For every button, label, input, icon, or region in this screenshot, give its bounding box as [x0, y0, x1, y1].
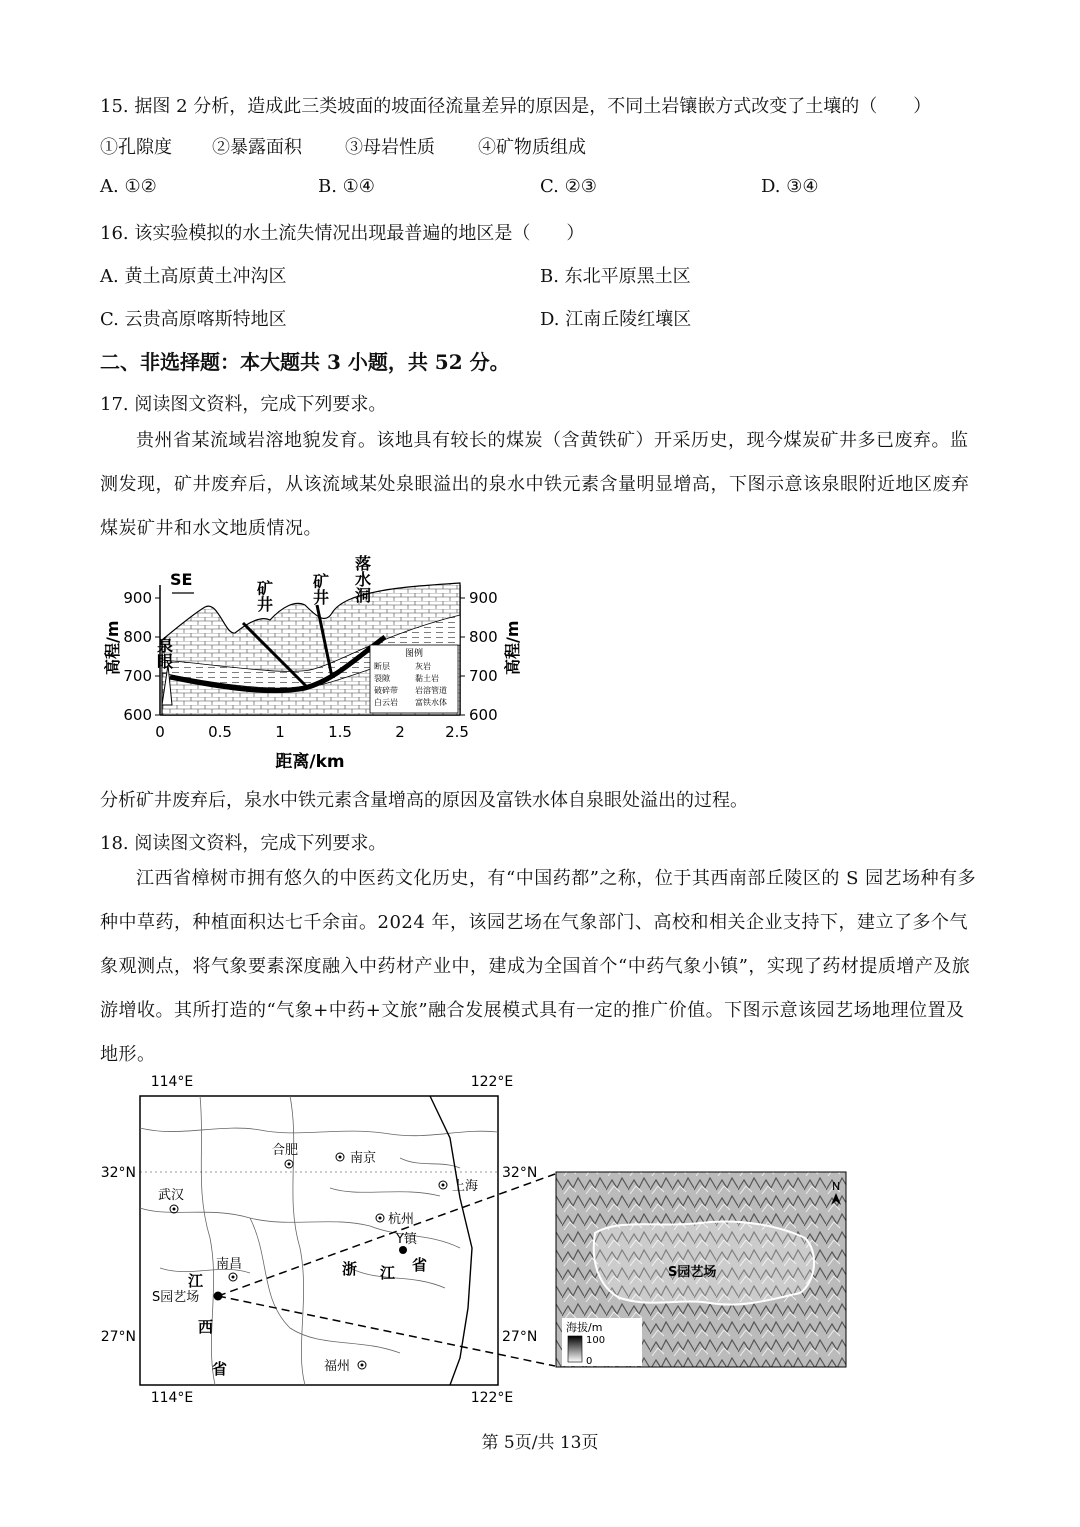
x-tick-1: 1 [275, 723, 285, 741]
q16-option-b: B. 东北平原黑土区 [540, 266, 691, 287]
city-nanjing: 南京 [350, 1151, 377, 1166]
legend-iron-rich-water: 富铁水体 [415, 698, 447, 707]
q17-cross-section-figure [100, 545, 530, 775]
lon-top-left: 114°E [150, 1074, 194, 1090]
mine-label-2: 矿井 [310, 573, 330, 605]
s-farm-label: S园艺场 [152, 1290, 200, 1305]
q17-paragraph: 贵州省某流域岩溶地貌发育。该地具有较长的煤炭（含黄铁矿）开采历史，现今煤炭矿井多已废弃。监测发现，矿井废弃后，从该流域某处泉眼溢出的泉水中铁元素含量明显增高，下图示意该泉眼附近地区废弃煤炭矿井和水文地质情况。 [100, 430, 970, 539]
y-tick-800-right: 800 [469, 628, 498, 646]
lon-top-right: 122°E [470, 1074, 514, 1090]
legend-claystone: 黏土岩 [415, 674, 439, 683]
inset-s-farm-label: S园艺场 [668, 1265, 717, 1280]
q17-stem: 17. 阅读图文资料，完成下列要求。 [100, 394, 387, 415]
lon-bottom-left: 114°E [150, 1390, 194, 1406]
q18-paragraph: 江西省樟树市拥有悠久的中医药文化历史，有“中国药都”之称，位于其西南部丘陵区的 S 园艺场种有多种中草药，种植面积达七千余亩。2024 年，该园艺场在气象部门、高校和相关企业支持下，建立了多个气象观测点，将气象要素深度融入中药材产业中，建成为全国首个“中药气象小镇”，实现了药材提质增产及旅游增收。其所打造的“气象+中药+文旅”融合发展模式具有一定的推广价值。下图示意该园艺场地理位置及地形。 [100, 868, 977, 1065]
q15-option-d: D. ③④ [761, 176, 819, 197]
y-tick-600-left: 600 [123, 706, 152, 724]
q15-option-a: A. ①② [100, 176, 157, 197]
legend-dolomite: 白云岩 [374, 698, 398, 707]
y-tick-800-left: 800 [123, 628, 152, 646]
north-arrow-label: N [832, 1180, 841, 1193]
town-y: Y镇 [396, 1232, 417, 1247]
lat-32-left: 32°N [100, 1165, 136, 1181]
spring-label: 泉眼 [154, 637, 174, 669]
q15-stem: 15. 据图 2 分析，造成此三类坡面的坡面径流量差异的原因是，不同土岩镶嵌方式改变了土壤的（ ） [100, 96, 932, 117]
q15-factor-1: ①孔隙度 [100, 137, 172, 158]
lat-32-right: 32°N [502, 1165, 538, 1181]
province-xi: 西 [198, 1318, 214, 1336]
q16-option-a: A. 黄土高原黄土冲沟区 [100, 266, 287, 287]
x-tick-1.5: 1.5 [328, 723, 352, 741]
city-hangzhou: 杭州 [388, 1212, 415, 1227]
legend-limestone: 灰岩 [415, 662, 431, 671]
elevation-min: 0 [586, 1356, 593, 1367]
q15-factor-4: ④矿物质组成 [478, 137, 586, 158]
x-tick-2: 2 [395, 723, 405, 741]
city-fuzhou: 福州 [324, 1359, 351, 1374]
province-jiang: 江 [188, 1272, 204, 1290]
x-tick-0.5: 0.5 [208, 723, 232, 741]
q16-option-c: C. 云贵高原喀斯特地区 [100, 309, 287, 330]
elevation-max: 100 [586, 1335, 606, 1346]
province-sheng-2: 省 [412, 1256, 428, 1274]
q15-option-b: B. ①④ [318, 176, 375, 197]
province-sheng: 省 [212, 1360, 228, 1378]
x-tick-2.5: 2.5 [445, 723, 469, 741]
y-axis-label-left: 高程/m [103, 620, 122, 675]
y-tick-900-left: 900 [123, 589, 152, 607]
sinkhole-label: 落水洞 [352, 555, 372, 603]
lat-27-left: 27°N [100, 1329, 136, 1345]
province-zhe: 浙 [342, 1260, 358, 1278]
q15-factor-3: ③母岩性质 [345, 137, 435, 158]
page-footer: 第 5页/共 13页 [481, 1433, 599, 1453]
city-wuhan: 武汉 [158, 1188, 185, 1203]
city-shanghai: 上海 [452, 1179, 479, 1194]
city-hefei: 合肥 [272, 1143, 299, 1158]
q18-location-map [100, 1068, 860, 1408]
legend-karst-conduit: 岩溶管道 [415, 686, 447, 695]
y-tick-600-right: 600 [469, 706, 498, 724]
lon-bottom-right: 122°E [470, 1390, 514, 1406]
q16-stem: 16. 该实验模拟的水土流失情况出现最普遍的地区是（ ） [100, 223, 585, 244]
legend-fissure: 裂隙 [374, 674, 390, 683]
legend-fracture-zone: 破碎带 [374, 686, 398, 695]
q15-factor-2: ②暴露面积 [212, 137, 302, 158]
x-axis-label: 距离/km [275, 752, 345, 772]
elevation-legend-label: 海拔/m [566, 1321, 603, 1334]
direction-label: SE [170, 570, 193, 589]
y-tick-900-right: 900 [469, 589, 498, 607]
x-tick-0: 0 [155, 723, 165, 741]
lat-27-right: 27°N [502, 1329, 538, 1345]
y-axis-label-right: 高程/m [503, 620, 522, 675]
q17-question: 分析矿井废弃后，泉水中铁元素含量增高的原因及富铁水体自泉眼处溢出的过程。 [100, 790, 748, 811]
q16-option-d: D. 江南丘陵红壤区 [540, 309, 692, 330]
y-tick-700-left: 700 [123, 667, 152, 685]
section-2-heading: 二、非选择题：本大题共 3 小题，共 52 分。 [100, 350, 510, 374]
legend-title: 图例 [405, 649, 424, 659]
province-jiang-2: 江 [380, 1264, 396, 1282]
city-nanchang: 南昌 [216, 1257, 243, 1272]
mine-label-1: 矿井 [254, 580, 274, 612]
q18-stem: 18. 阅读图文资料，完成下列要求。 [100, 833, 387, 854]
y-tick-700-right: 700 [469, 667, 498, 685]
legend-fault: 断层 [374, 662, 390, 671]
q15-option-c: C. ②③ [540, 176, 597, 197]
